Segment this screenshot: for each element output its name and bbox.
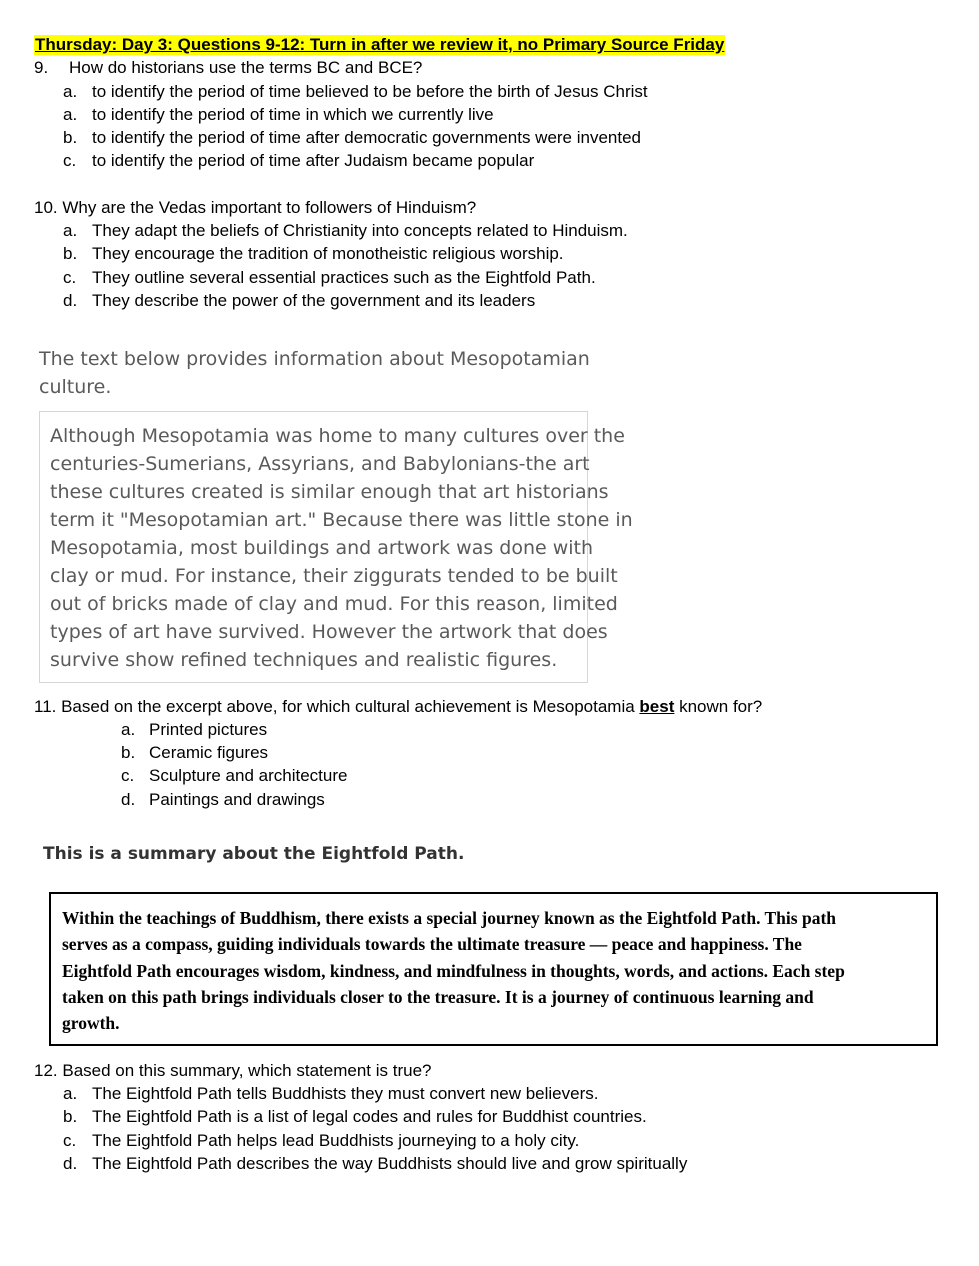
meso-passage-line: survive show refined techniques and realistic figures. xyxy=(50,649,558,671)
meso-intro-line: The text below provides information about Mesopotamian xyxy=(39,348,590,370)
eightfold-passage-line: serves as a compass, guiding individuals towards the ultimate treasure — peace and happiness. The xyxy=(62,934,802,955)
q9-option-letter: c. xyxy=(63,151,77,170)
eightfold-passage-line: growth. xyxy=(62,1013,120,1034)
meso-passage-line: types of art have survived. However the artwork that does xyxy=(50,621,608,643)
q11-option-letter: a. xyxy=(121,720,136,739)
q12-option-text: The Eightfold Path tells Buddhists they must convert new believers. xyxy=(92,1084,599,1103)
q10-option-letter: a. xyxy=(63,221,78,240)
q9-option-text: to identify the period of time in which we currently live xyxy=(92,105,494,124)
eightfold-passage-line: taken on this path brings individuals closer to the treasure. It is a journey of continuous learning and xyxy=(62,986,814,1007)
q11-text-after: known for? xyxy=(674,697,763,716)
q9-option-text: to identify the period of time after democratic governments were invented xyxy=(92,128,642,147)
eightfold-passage-box xyxy=(49,892,938,1046)
q11-option-text: Paintings and drawings xyxy=(149,790,325,809)
q10-option-text: They outline several essential practices such as the Eightfold Path. xyxy=(92,268,596,287)
q9-option-letter: a. xyxy=(63,82,78,101)
meso-passage xyxy=(50,422,633,674)
eightfold-passage-line: Eightfold Path encourages wisdom, kindness, and mindfulness in thoughts, words, and actions. Each step xyxy=(62,960,845,981)
q10-question: 10. Why are the Vedas important to followers of Hinduism? xyxy=(34,198,477,217)
q10-option-text: They adapt the beliefs of Christianity into concepts related to Hinduism. xyxy=(92,221,628,240)
q11-emphasis: best xyxy=(639,697,675,716)
page-title: Thursday: Day 3: Questions 9-12: Turn in after we review it, no Primary Source Friday xyxy=(35,35,725,54)
q11-option-letter: c. xyxy=(121,766,135,785)
q9-number: 9. xyxy=(34,58,49,77)
q12-option-text: The Eightfold Path is a list of legal codes and rules for Buddhist countries. xyxy=(92,1107,647,1126)
q12-option-letter: a. xyxy=(63,1084,78,1103)
eightfold-passage xyxy=(62,905,928,1036)
q12-option-text: The Eightfold Path describes the way Buddhists should live and grow spiritually xyxy=(92,1154,688,1173)
q11-option-letter: b. xyxy=(121,743,136,762)
q12-option-letter: b. xyxy=(63,1107,78,1126)
q9-option-text: to identify the period of time believed to be before the birth of Jesus Christ xyxy=(92,82,648,101)
meso-intro-line: culture. xyxy=(39,376,112,398)
q10-option-letter: b. xyxy=(63,244,78,263)
q12-option-text: The Eightfold Path helps lead Buddhists journeying to a holy city. xyxy=(92,1131,580,1150)
q11-option-letter: d. xyxy=(121,790,136,809)
q10-option-letter: d. xyxy=(63,291,78,310)
q10-option-letter: c. xyxy=(63,268,77,287)
meso-intro xyxy=(39,345,599,401)
eightfold-passage-line: Within the teachings of Buddhism, there exists a special journey known as the Eightfold Path. This path xyxy=(62,908,837,928)
q12-option-letter: c. xyxy=(63,1131,77,1150)
q10-option-text: They encourage the tradition of monotheistic religious worship. xyxy=(92,244,564,263)
meso-passage-line: Mesopotamia, most buildings and artwork was done with xyxy=(50,537,594,559)
q9-question: How do historians use the terms BC and BCE? xyxy=(69,58,423,77)
meso-passage-line: these cultures created is similar enough that art historians xyxy=(50,481,609,503)
meso-passage-line: clay or mud. For instance, their ziggurats tended to be built xyxy=(50,565,618,587)
q12-question: 12. Based on this summary, which statement is true? xyxy=(34,1061,432,1080)
meso-passage-line: term it "Mesopotamian art." Because there was little stone in xyxy=(50,509,633,531)
meso-passage-line: out of bricks made of clay and mud. For this reason, limited xyxy=(50,593,618,615)
q12-option-letter: d. xyxy=(63,1154,78,1173)
q11-question xyxy=(34,696,762,718)
q10-option-text: They describe the power of the government and its leaders xyxy=(92,291,536,310)
q9-option-letter: a. xyxy=(63,105,78,124)
q11-option-text: Ceramic figures xyxy=(149,743,269,762)
q11-text-before: 11. Based on the excerpt above, for which cultural achievement is Mesopotamia xyxy=(34,697,640,716)
meso-passage-box xyxy=(39,411,633,683)
q11-option-text: Sculpture and architecture xyxy=(149,766,348,785)
q9-option-text: to identify the period of time after Judaism became popular xyxy=(92,151,535,170)
meso-passage-line: Although Mesopotamia was home to many cultures over the xyxy=(50,425,625,447)
q9-option-letter: b. xyxy=(63,128,78,147)
eightfold-intro: This is a summary about the Eightfold Path. xyxy=(43,844,465,864)
meso-passage-line: centuries-Sumerians, Assyrians, and Babylonians-the art xyxy=(50,453,590,475)
q11-option-text: Printed pictures xyxy=(149,720,268,739)
